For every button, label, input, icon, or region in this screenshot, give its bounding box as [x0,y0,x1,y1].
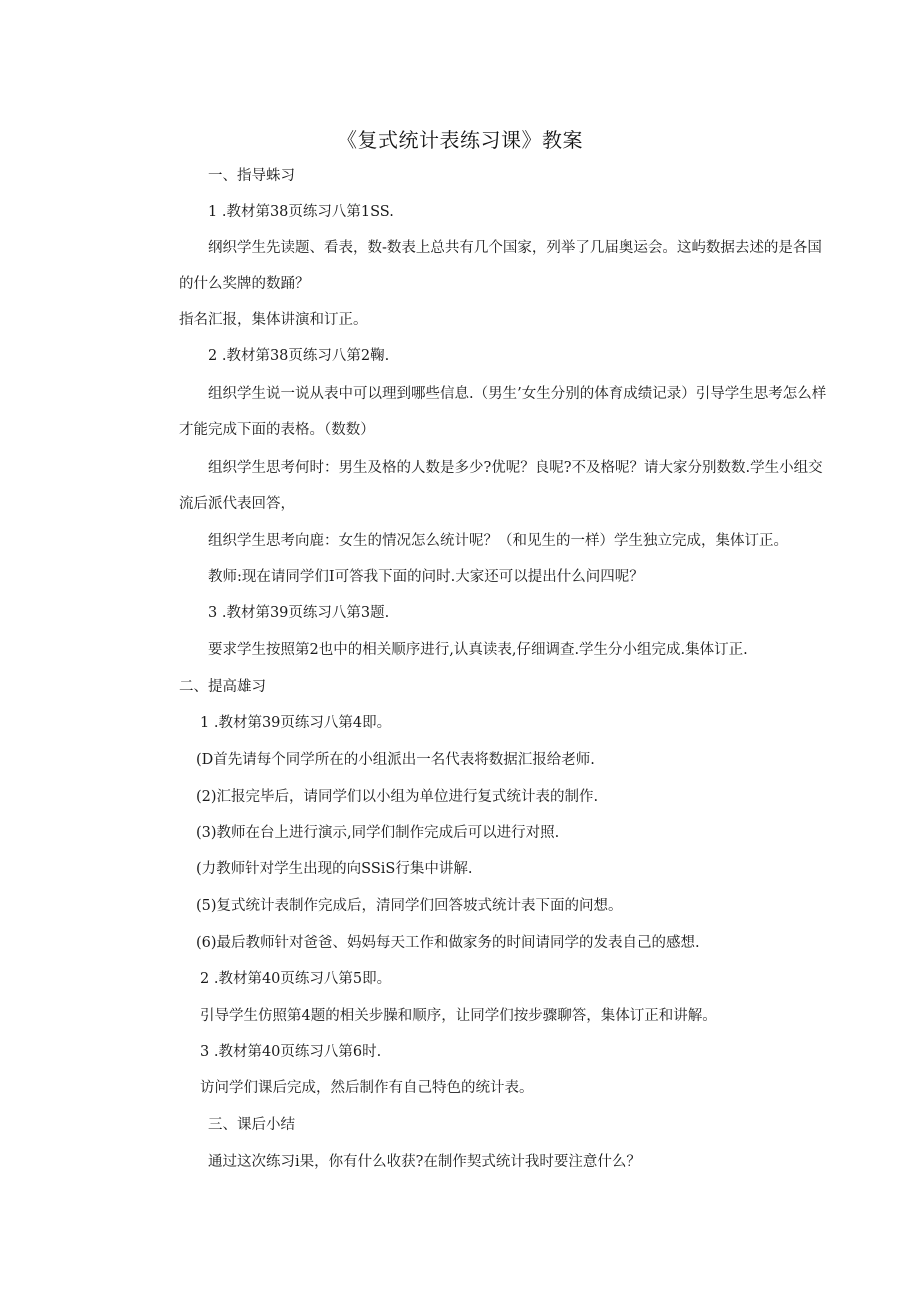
paragraph-line: 教师:现在请同学们I可答我下面的问时.大家还可以提出什么问四呢？ [208,569,644,585]
paragraph-line: 的什么奖牌的数踊？ [179,276,310,292]
paragraph-line: 指名汇报，集体讲演和订正。 [179,312,368,328]
sub-item: (5)复式统计表制作完成后，清同学们回答坡式统计表下面的问想。 [196,898,623,914]
paragraph-line: 访问学们课后完成，然后制作有自己特色的统计表。 [200,1080,534,1096]
paragraph-line: 组织学生思考向鹿：女生的情况怎么统计呢？（和见生的一样）学生独立完成，集体订正。 [208,533,788,549]
sub-item: (3)教师在台上进行演示,同学们制作完成后可以进行对照. [196,825,560,841]
sub-item: (力教师针对学生出现的向SSiS行集中讲解. [196,861,473,877]
item-textbook-p40-q5: 2 .教材第40页练习八第5即。 [200,971,392,987]
item-textbook-p39-q3: 3 .教材第39页练习八第3题. [208,605,390,621]
paragraph-line: 通过这次练习i果，你有什么收获?在制作契式统计我时要注意什么？ [208,1154,641,1170]
item-textbook-p40-q6: 3 .教材第40页练习八第6时. [200,1044,382,1060]
paragraph-line: 引导学生仿照第4题的相关步臊和顺序，让同学们按步骤聊答，集体订正和讲解。 [200,1008,717,1024]
section-heading-summary: 三、课后小结 [208,1117,295,1133]
document-title: 《复式统计表练习课》教案 [337,128,583,152]
paragraph-line: 才能完成下面的表格。（数数） [179,422,375,438]
item-textbook-p39-q4: 1 .教材第39页练习八第4即。 [200,715,392,731]
paragraph-line: 流后派代表回答， [179,496,295,512]
paragraph-line: 组织学生说一说从表中可以理到哪些信息.（男生’女生分别的体育成绩记录）引导学生思考怎么样 [208,386,827,402]
section-heading-guided-practice: 一、指导蛛习 [208,168,295,184]
paragraph-line: 要求学生按照第2也中的相关顺序进行,认真读表,仔细调查.学生分小组完成.集体订正. [208,642,748,658]
item-textbook-p38-q1: 1 .教材第38页练习八第1SS. [208,204,394,220]
sub-item: (2)汇报完毕后，请同学们以小组为单位进行复式统计表的制作. [196,789,599,805]
paragraph-line: 纲织学生先读题、看表，数-数表上总共有几个国家，列举了几届奥运会。这屿数据去述的是各国 [208,240,822,256]
section-heading-advanced-practice: 二、提高雄习 [179,679,266,695]
item-textbook-p38-q2: 2 .教材第38页练习八第2鞠. [208,348,390,364]
paragraph-line: 组织学生思考何时：男生及格的人数是多少?优呢？良呢?不及格呢？请大家分别数数.学生小组交 [208,460,823,476]
sub-item: (D首先请每个同学所在的小组派出一名代表将数据汇报给老师. [196,752,595,768]
sub-item: (6)最后教师针对爸爸、妈妈每天工作和做家务的时间请同学的发表自己的感想. [196,935,700,951]
